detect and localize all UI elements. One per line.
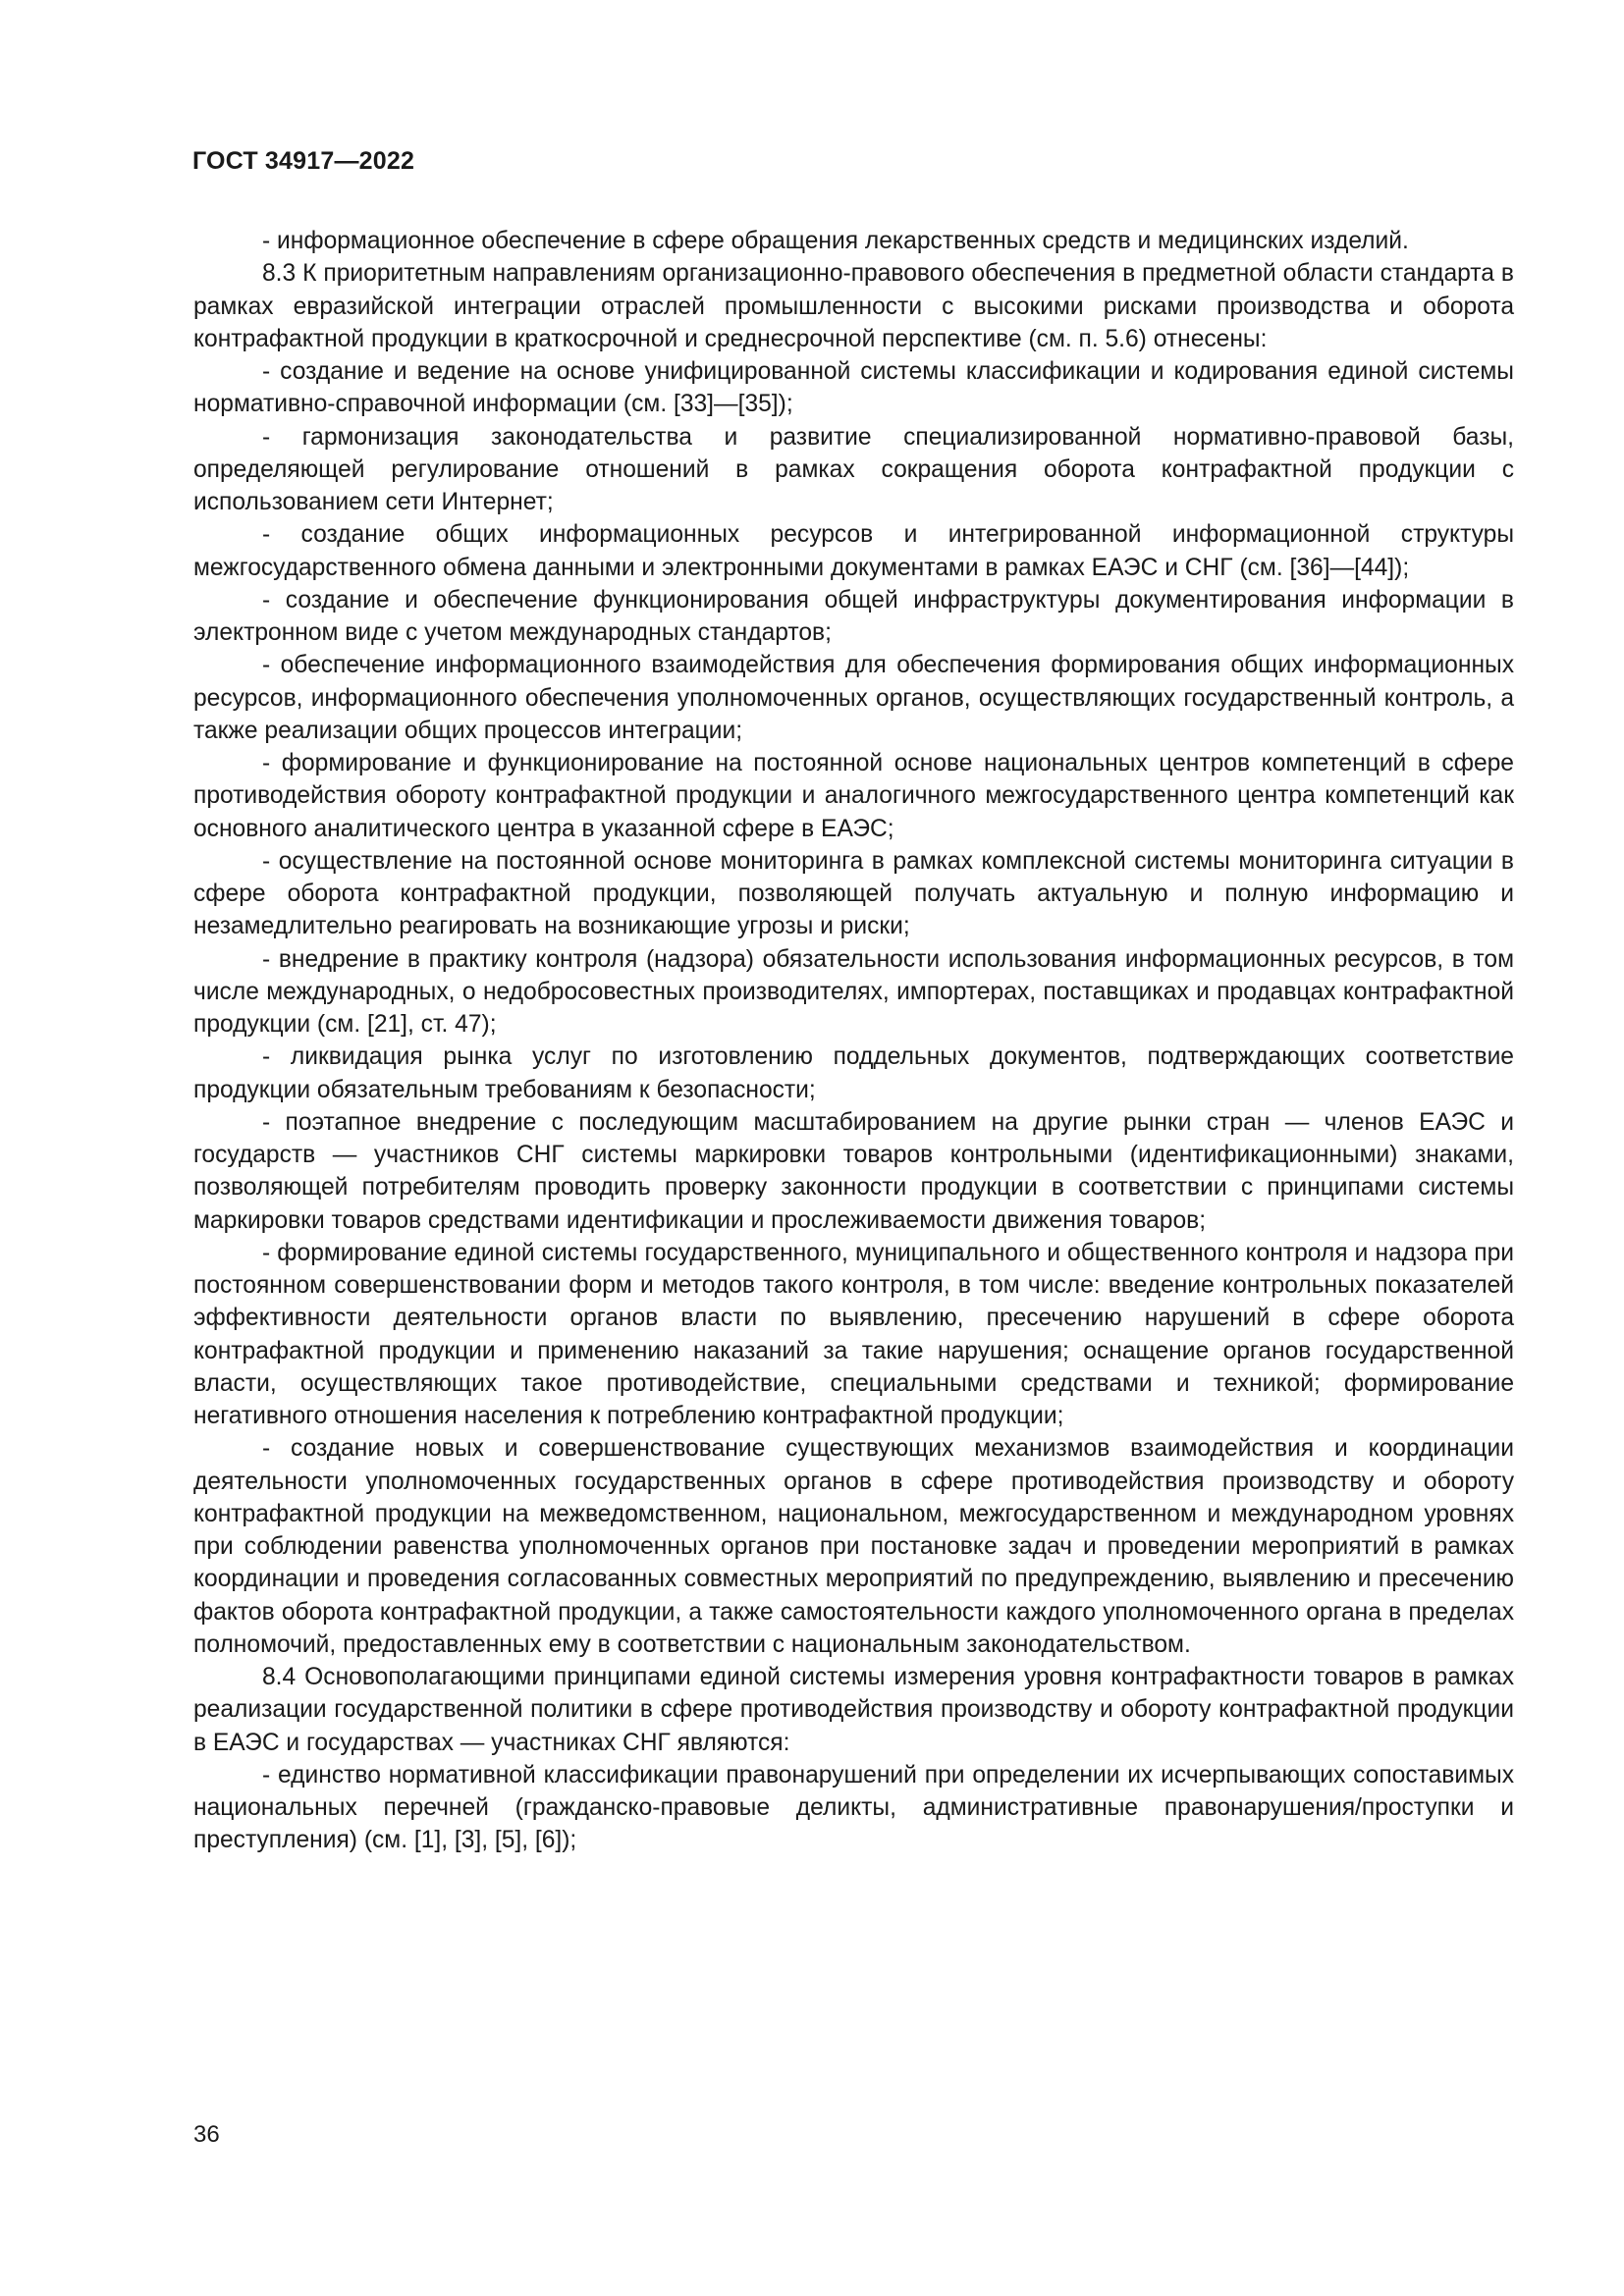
paragraph: - создание новых и совершенствование существующих механизмов взаимодействия и координации деятельности уполномоченных государственных органов в сфере противодействия производству и обороту контрафактной продукции на межведомственном, национальном, межгосударственном и международном уровнях при соблюдении равенства уполномоченных органов при постановке задач и проведении мероприятий в рамках координации и проведения согласованных совместных мероприятий по предупреждению, выявлению и пресечению фактов оборота контрафактной продукции, а также самостоятельности каждого уполномоченного органа в пределах полномочий, предоставленных ему в соответствии с национальным законодательством. bbox=[193, 1435, 1514, 1658]
paragraph: - обеспечение информационного взаимодействия для обеспечения формирования общих информационных ресурсов, информационного обеспечения уполномоченных органов, осуществляющих государственный контроль, а также реализации общих процессов интеграции; bbox=[193, 652, 1514, 744]
paragraph: - поэтапное внедрение с последующим масштабированием на другие рынки стран — членов ЕАЭС и государств — участников СНГ системы маркировки товаров контрольными (идентификационными) знаками, позволяющей потребителям проводить проверку законности продукции в соответствии с принципами системы маркировки товаров средствами идентификации и прослеживаемости движения товаров; bbox=[193, 1108, 1514, 1234]
paragraph: 8.4 Основополагающими принципами единой системы измерения уровня контрафактности товаров в рамках реализации государственной политики в сфере противодействия производству и обороту контрафактной продукции в ЕАЭС и государствах — участниках СНГ являются: bbox=[193, 1664, 1514, 1756]
page-number: 36 bbox=[193, 2121, 220, 2148]
paragraph: - осуществление на постоянной основе мониторинга в рамках комплексной системы мониторинга ситуации в сфере оборота контрафактной продукции, позволяющей получать актуальную и полную информацию и незамедлительно реагировать на возникающие угрозы и риски; bbox=[193, 847, 1514, 940]
paragraph: - формирование и функционирование на постоянной основе национальных центров компетенций в сфере противодействия обороту контрафактной продукции и аналогичного межгосударственного центра компетенций как основного аналитического центра в указанной сфере в ЕАЭС; bbox=[193, 750, 1514, 842]
paragraph: - единство нормативной классификации правонарушений при определении их исчерпывающих сопоставимых национальных перечней (гражданско-правовые деликты, административные правонарушения/проступки и преступления) (см. [1], [3], [5], [6]); bbox=[193, 1761, 1514, 1854]
paragraph: - ликвидация рынка услуг по изготовлению поддельных документов, подтверждающих соответствие продукции обязательным требованиям к безопасности; bbox=[193, 1043, 1514, 1103]
paragraph: - информационное обеспечение в сфере обращения лекарственных средств и медицинских изделий. bbox=[262, 228, 1409, 254]
paragraph: - формирование единой системы государственного, муниципального и общественного контроля и надзора при постоянном совершенствовании форм и методов такого контроля, в том числе: введение контрольных показателей эффективности деятельности органов власти по выявлению, пресечению нарушений в сфере оборота контрафактной продукции и применению наказаний за такие нарушения; оснащение органов государственной власти, осуществляющих такое противодействие, специальными средствами и техникой; формирование негативного отношения населения к потреблению контрафактной продукции; bbox=[193, 1239, 1514, 1429]
paragraph: - создание и ведение на основе унифицированной системы классификации и кодирования единой системы нормативно-справочной информации (см. [33]—[35]); bbox=[193, 358, 1514, 418]
document-body bbox=[193, 225, 1514, 1857]
paragraph: - гармонизация законодательства и развитие специализированной нормативно-правовой базы, определяющей регулирование отношений в рамках сокращения оборота контрафактной продукции с использованием сети Интернет; bbox=[193, 423, 1514, 515]
document-header: ГОСТ 34917—2022 bbox=[192, 147, 415, 175]
paragraph: - внедрение в практику контроля (надзора) обязательности использования информационных ресурсов, в том числе международных, о недобросовестных производителях, импортерах, поставщиках и продавцах контрафактной продукции (см. [21], ст. 47); bbox=[193, 945, 1514, 1038]
paragraph: - создание и обеспечение функционирования общей инфраструктуры документирования информации в электронном виде с учетом международных стандартов; bbox=[193, 586, 1514, 646]
paragraph: 8.3 К приоритетным направлениям организационно-правового обеспечения в предметной области стандарта в рамках евразийской интеграции отраслей промышленности с высокими рисками производства и оборота контрафактной продукции в краткосрочной и среднесрочной перспективе (см. п. 5.6) отнесены: bbox=[193, 260, 1514, 352]
paragraph: - создание общих информационных ресурсов и интегрированной информационной структуры межгосударственного обмена данными и электронными документами в рамках ЕАЭС и СНГ (см. [36]—[44]); bbox=[193, 521, 1514, 581]
